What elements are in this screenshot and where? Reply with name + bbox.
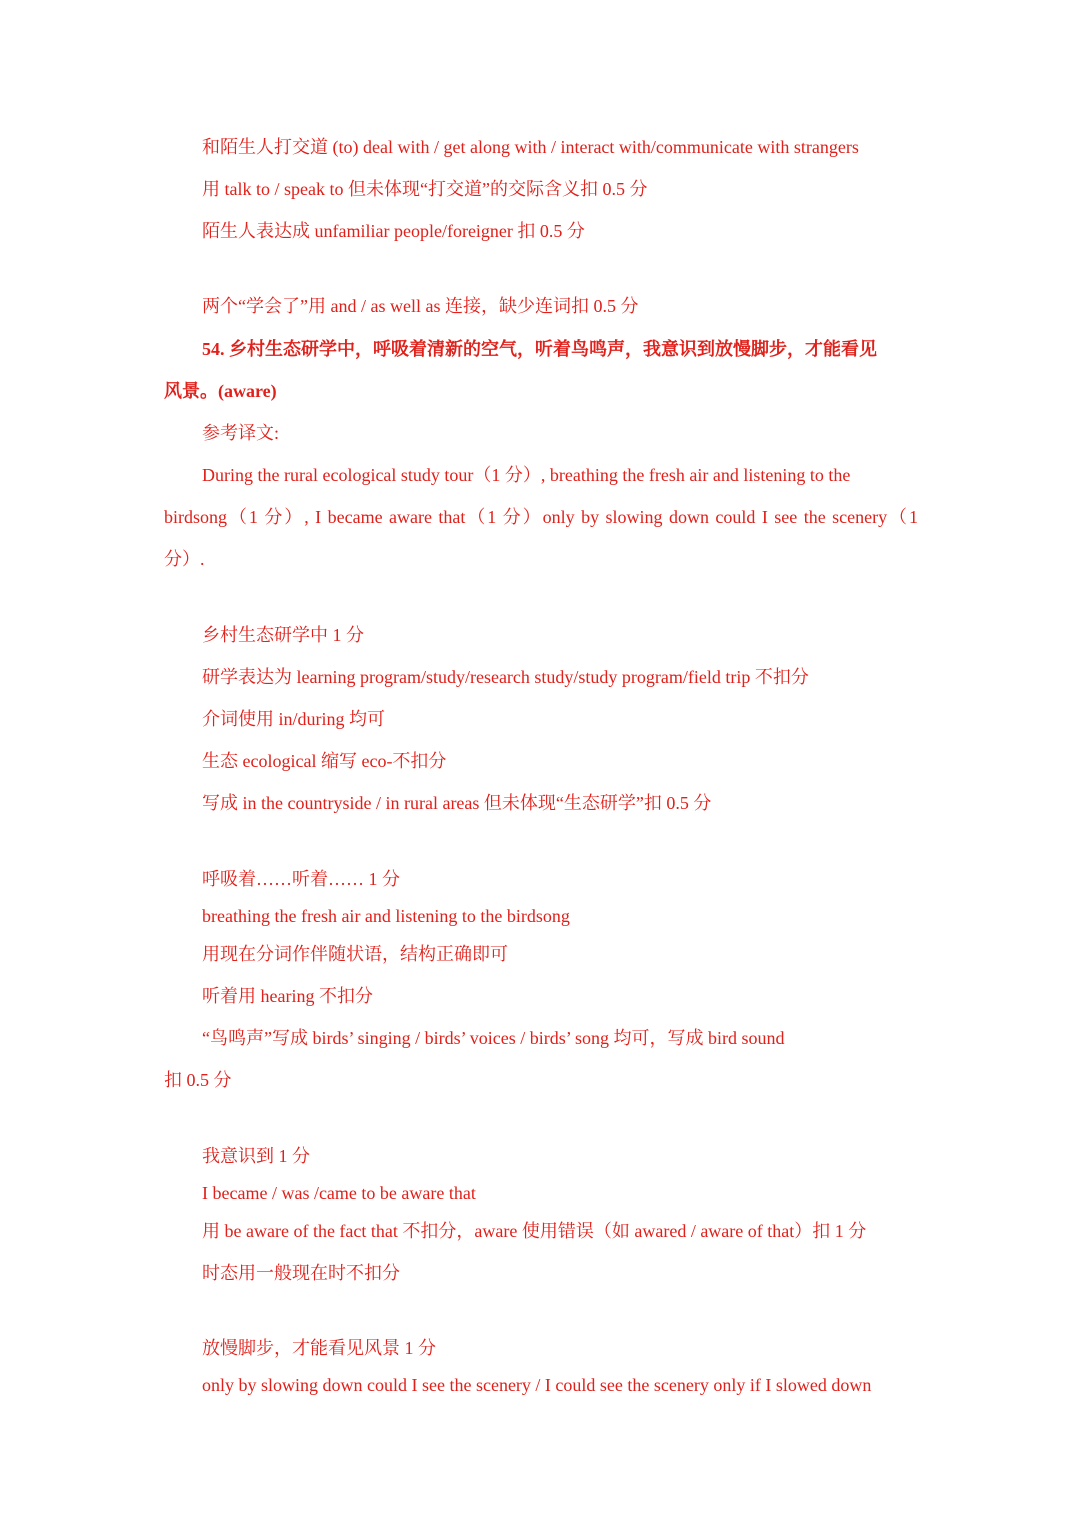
text-line: 用 talk to / speak to 但未体现“打交道”的交际含义扣 0.5 分 (202, 179, 648, 199)
text-line: 和陌生人打交道 (to) deal with / get along with / interact with/communicate with strangers (202, 137, 859, 157)
text-line: 呼吸着……听着…… 1 分 (202, 869, 400, 889)
text-line: I became / was /came to be aware that (202, 1183, 476, 1203)
text-line: 我意识到 1 分 (202, 1146, 310, 1166)
text-line: “鸟鸣声”写成 birds’ singing / birds’ voices / birds’ song 均可，写成 bird sound (202, 1028, 785, 1048)
text-line: 写成 in the countryside / in rural areas 但未体现“生态研学”扣 0.5 分 (202, 793, 712, 813)
text-line: 扣 0.5 分 (164, 1070, 232, 1090)
text-line: 研学表达为 learning program/study/research study/study program/field trip 不扣分 (202, 667, 809, 687)
text-line: 放慢脚步，才能看见风景 1 分 (202, 1338, 436, 1358)
question-heading-continued: 风景。(aware) (164, 381, 277, 401)
translation-line: During the rural ecological study tour（1 分）, breathing the fresh air and listening to the (202, 465, 851, 485)
text-line: 听着用 hearing 不扣分 (202, 986, 373, 1006)
text-line: 用 be aware of the fact that 不扣分，aware 使用错误（如 awared / aware of that）扣 1 分 (202, 1221, 867, 1241)
text-line: breathing the fresh air and listening to the birdsong (202, 906, 570, 926)
text-line: 用现在分词作伴随状语，结构正确即可 (202, 944, 508, 964)
text-line: 介词使用 in/during 均可 (202, 709, 385, 729)
text-line: 生态 ecological 缩写 eco-不扣分 (202, 751, 447, 771)
text-line: 陌生人表达成 unfamiliar people/foreigner 扣 0.5 分 (202, 221, 585, 241)
text-line: 两个“学会了”用 and / as well as 连接，缺少连词扣 0.5 分 (202, 296, 639, 316)
question-heading: 54. 乡村生态研学中，呼吸着清新的空气，听着鸟鸣声，我意识到放慢脚步，才能看见 (202, 339, 877, 359)
text-line: 乡村生态研学中 1 分 (202, 625, 364, 645)
text-line: 时态用一般现在时不扣分 (202, 1263, 400, 1283)
translation-line: 分）. (164, 549, 205, 569)
translation-line: birdsong（1 分）, I became aware that（1 分）only by slowing down could I see the scenery（1 (164, 507, 918, 527)
text-line: only by slowing down could I see the scenery / I could see the scenery only if I slowed down (202, 1375, 872, 1395)
reference-translation-label: 参考译文: (202, 423, 280, 443)
